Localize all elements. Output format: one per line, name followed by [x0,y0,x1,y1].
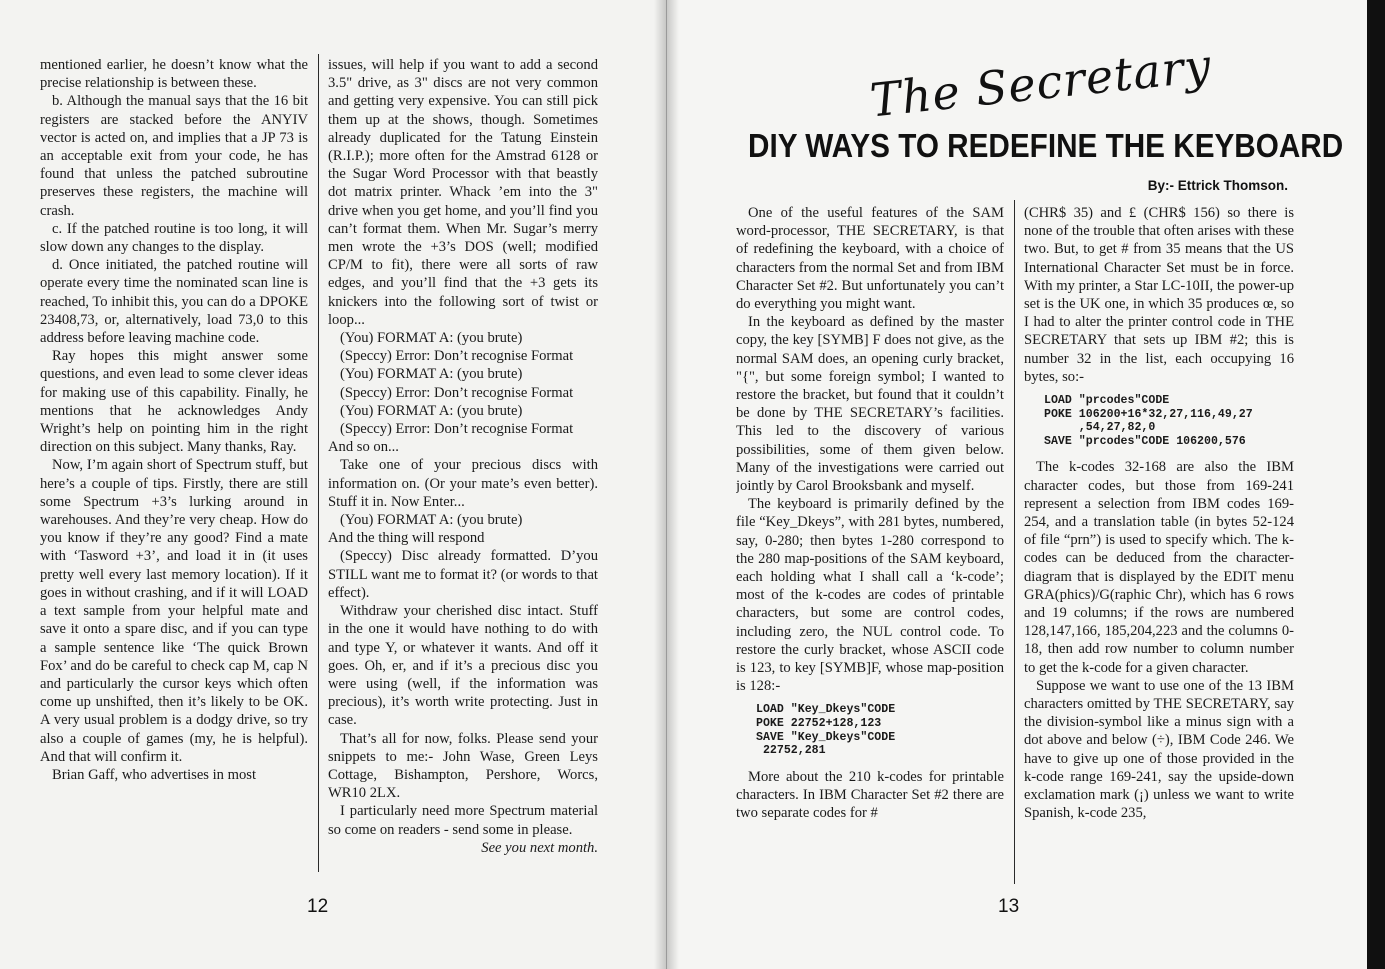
column-rule [1014,200,1015,884]
paragraph: d. Once initiated, the patched routine will operate every time the nominated scan line is reached, To inhibit this, you can do a DPOKE 23408,73, or, alternatively, load 73,0 to this address before leaving machine code. [40,257,308,347]
background-strip [1367,0,1385,969]
left-column-1 [40,56,308,872]
spine-shadow-left [654,0,666,969]
dialog-line: (Speccy) Error: Don’t recognise Format [340,421,574,438]
paragraph: mentioned earlier, he doesn’t know what the precise relationship is between these. [40,57,308,92]
paragraph: (CHR$ 35) and £ (CHR$ 156) so there is none of the trouble that often arises with these two. But, to get # from 35 means that the US International Character Set must be in force. With my printer, a Star LC-10II, the power-up set is the UK one, in which 35 produces œ, so I had to alter the printer control code in THE SECRETARY that sets up IBM #2; this is number 32 in the list, each occupying 16 bytes, so:- [1024,205,1294,385]
dialog-line: (You) FORMAT A: (you brute) [340,330,523,347]
paragraph: The keyboard is primarily defined by the file “Key_Dkeys”, with 281 bytes, numbered, say, 0-280; then bytes 1-280 correspond to the 280 map-positions of the SAM keyboard, each holding what I shall call a ‘k-code’; most of the k-codes are codes of printable characters, but some are control codes, including zero, the NUL control code. To restore the curly bracket, whose ASCII code is 123, to key [SYMB]F, whose map-position is 128:- [736,496,1004,695]
spine-shadow-right [667,0,679,969]
paragraph: Brian Gaff, who advertises in most [52,766,257,783]
left-column-2 [328,56,598,872]
paragraph-text: I particularly need more Spectrum material so come on readers - send some in please. [328,803,598,838]
paragraph: Ray hopes this might answer some questions, and even lead to some clever ideas for making use of this capability. Finally, he mentions that he acknowledges Andy Wright’s help on pointing him in the right direction on this subject. Many thanks, Ray. [40,348,308,456]
dialog-line: (Speccy) Error: Don’t recognise Format [340,348,574,365]
dialog-line: (You) FORMAT A: (you brute) [340,366,523,383]
dialog-line: And so on... [328,439,399,456]
paragraph: issues, will help if you want to add a second 3.5" drive, as 3" discs are not very common and getting very expensive. You can still pick them up at the shows, though. Sometimes already duplicated for the Tatung Einstein (R.I.P.); more often for the Amstrad 6128 or the Sugar Word Processor with that beastly dot matrix printer. Whack ’em into the 3" drive when you get home, and you’ll find you can’t format them. When Mr. Sugar’s merry men wrote the +3’s DOS (well; modified CP/M to fit), there were all sorts of raw edges, and you’ll find that the +3 gets its knickers into the following sort of twist or loop... [328,57,598,328]
paragraph: That’s all for now, folks. Please send your snippets to me:- John Wase, Green Leys Cottage, Bishampton, Pershore, Worcs, WR10 2LX. [328,730,598,802]
code-listing: LOAD "Key_Dkeys"CODE POKE 22752+128,123 SAVE "Key_Dkeys"CODE 22752,281 [756,703,896,758]
byline: By:- Ettrick Thomson. [1147,178,1288,193]
page-number: 12 [307,896,329,917]
right-column-2 [1024,204,1294,884]
dialog-line: (You) FORMAT A: (you brute) [340,402,523,419]
dialog-line: (You) FORMAT A: (you brute) [340,512,523,529]
right-column-1 [736,204,1004,884]
paragraph: Suppose we want to use one of the 13 IBM characters omitted by THE SECRETARY, say the division-symbol like a minus sign with a dot above and below (÷), IBM Code 246. We have to give up one of those provided in the k-code range 169-241, say the upside-down exclamation mark (¡) unless we want to write Spanish, k-code 235, [1024,677,1294,822]
signoff: See you next month. [481,839,598,856]
paragraph: More about the 210 k-codes for printable characters. In IBM Character Set #2 there are two separate codes for # [736,768,1004,822]
paragraph: (Speccy) Disc already formatted. D’you STILL want me to format it? (or words to that effect). [328,548,598,601]
paragraph: Now, I’m again short of Spectrum stuff, but here’s a couple of tips. Firstly, there are still some Spectrum +3’s lurking around in warehouses. And they’re very cheap. How do you know if they’re any good? Find a mate with ‘Tasword +3’, and load it in (it uses pretty well every last memory location). If it goes in without crashing, and if it will LOAD a text sample from your helpful mate and save it onto a spare disc, and if you can type a sample sentence like ‘The quick Brown Fox’ and do be careful to check cap M, cap N and particularly the cursor keys which often come up unshifted, then it’s likely to be OK. A very usual problem is a dodgy drive, so try also a couple of games (my, he is helpful). And that will confirm it. [40,457,308,765]
paragraph: The k-codes 32-168 are also the IBM character codes, but those from 169-241 represent a selection from IBM codes 169-254, and a translation table (in bytes 52-124 of file “prn”) is used to specify which. The k-codes can be deduced from the character-diagram that is displayed by the EDIT menu GRA(phics)/G(raphic Chr), which has 6 rows and 19 columns; if the rows are numbered 128,147,166, 185,204,223 and the columns 0-18, then add row number to column number to get the k-code for a given character. [1024,459,1294,676]
article-headline: DIY WAYS TO REDEFINE THE KEYBOARD [748,127,1344,164]
dialog-line: And the thing will respond [328,530,485,547]
paragraph [328,802,598,856]
dialog-line: (Speccy) Error: Don’t recognise Format [340,384,574,401]
paragraph: In the keyboard as defined by the master copy, the key [SYMB] F does not give, as the normal SAM does, an opening curly bracket, "{", but some foreign symbol; I wanted to restore the bracket, but found that it couldn’t be done by THE SECRETARY’s facilities. This led to the discovery of various possibilities, some of them given below. Many of the investigations were carried out jointly by Carol Brooksbank and myself. [736,314,1004,495]
page-number: 13 [998,896,1020,917]
paragraph: b. Although the manual says that the 16 bit registers are stacked before the ANYIV vector is acted on, and implies that a JP 73 is an acceptable exit from your code, he has found that unless the patched subroutine preserves these registers, the machine will crash. [40,93,308,219]
code-listing: LOAD "prcodes"CODE POKE 106200+16*32,27,116,49,27 ,54,27,82,0 SAVE "prcodes"CODE 106200,576 [1044,394,1253,448]
paragraph: c. If the patched routine is too long, it will slow down any changes to the display. [40,220,308,256]
magazine-logo: The Secretary [867,38,1214,128]
paragraph: Withdraw your cherished disc intact. Stuff in the one it would have nothing to do with and type Y, or whatever it wants. And off it goes. Oh, er, and if it’s a precious disc you were using (well, if the information was precious), it’s worth write protecting. Just in case. [328,603,598,729]
paragraph: Take one of your precious discs with information on. (Or your mate’s even better). Stuff it in. Now Enter... [328,457,598,510]
paragraph: One of the useful features of the SAM word-processor, THE SECRETARY, is that of redefining the keyboard, with a choice of characters from the normal Set and from IBM Character Set #2. But unfortunately you can’t do everything you might want. [736,205,1004,313]
column-rule [318,54,319,872]
